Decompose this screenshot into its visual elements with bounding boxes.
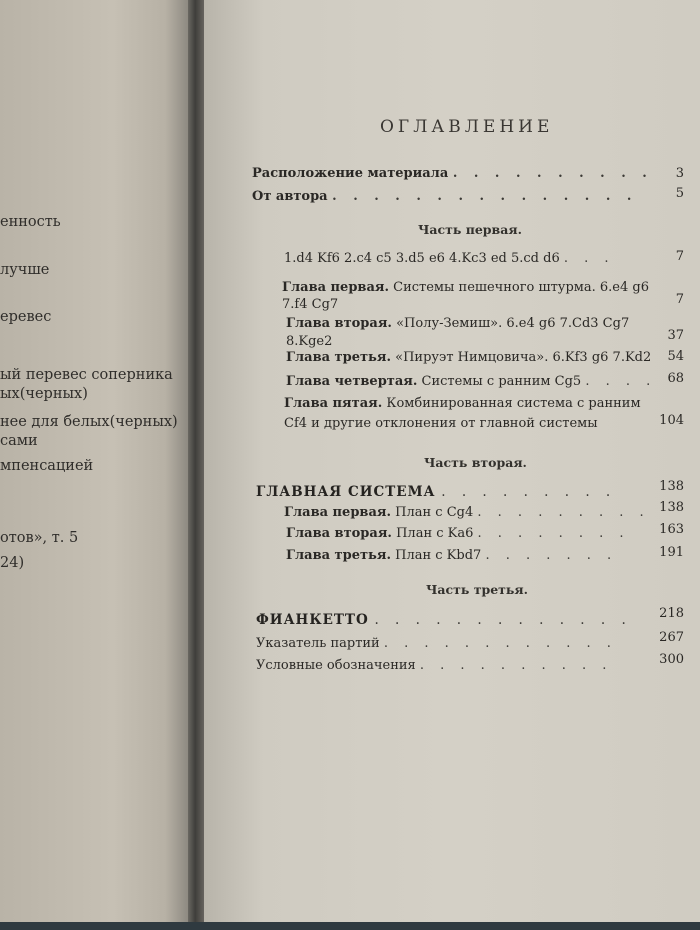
part-heading: Часть первая. — [418, 222, 522, 237]
page-number: 7 — [675, 249, 684, 264]
entry-label: От автора — [252, 189, 328, 204]
chapter-label: Глава третья. — [286, 548, 391, 563]
left-fragment: сами — [0, 433, 38, 449]
left-fragment: лучше — [0, 262, 50, 278]
entry-label: «Полу-Земиш». 6.e4 g6 7.Cd3 Cg7 — [396, 316, 630, 331]
chapter-label: Глава третья. — [286, 350, 391, 365]
chapter-label: Глава вторая. — [286, 526, 392, 541]
leader-dots: . . . . . . . . . . . . — [383, 636, 617, 651]
toc-entry-continued: 8.Kge2 — [286, 334, 333, 349]
toc-entry-continued: Cf4 и другие отклонения от главной системы — [284, 416, 598, 431]
left-fragment: мпенсацией — [0, 458, 94, 474]
chapter-label: Глава четвертая. — [286, 374, 418, 389]
leader-dots: . . . . . . . . . . — [452, 166, 653, 181]
page-number: 104 — [659, 413, 684, 428]
left-fragment: отов», т. 5 — [0, 530, 79, 546]
toc-entry — [252, 189, 637, 204]
entry-label: Расположение материала — [252, 166, 449, 181]
page-number: 3 — [675, 166, 684, 181]
page-number: 300 — [659, 652, 684, 667]
left-fragment: нее для белых(черных) — [0, 414, 178, 430]
section-label: ФИАНКЕТТО — [256, 612, 369, 628]
chapter-label: Глава первая. — [284, 505, 392, 520]
toc-entry — [286, 374, 656, 389]
toc-entry — [286, 526, 630, 541]
entry-label: 1.d4 Kf6 2.c4 c5 3.d5 e6 4.Kc3 ed 5.cd d6 — [284, 251, 560, 266]
leader-dots: . . . . . . . — [485, 548, 618, 563]
leader-dots: . . . . . . . . . . . . . . . — [332, 189, 638, 204]
toc-entry — [256, 658, 612, 673]
toc-entry — [286, 548, 617, 563]
page-number: 54 — [667, 349, 684, 364]
left-fragment: ых(черных) — [0, 386, 88, 402]
entry-label: План с Ka6 — [396, 526, 474, 541]
toc-entry — [286, 350, 651, 365]
entry-label: План с Cg4 — [395, 505, 474, 520]
entry-label: «Пируэт Нимцовича». 6.Kf3 g6 7.Kd2 — [395, 350, 652, 365]
entry-label: Системы пешечного штурма. 6.e4 g6 — [393, 280, 649, 295]
left-fragment: енность — [0, 214, 61, 230]
page-number: 191 — [659, 545, 684, 560]
leader-dots: . . . . . . . . . . — [419, 658, 613, 673]
part-heading: Часть вторая. — [424, 455, 527, 470]
toc-entry — [286, 316, 629, 331]
chapter-label: Глава вторая. — [286, 316, 392, 331]
page-number: 138 — [659, 500, 684, 515]
page-title: ОГЛАВЛЕНИЕ — [380, 117, 554, 137]
leader-dots: . . . . . . . . — [477, 526, 630, 541]
section-heading — [256, 484, 616, 500]
contents-page — [204, 0, 700, 930]
section-label: ГЛАВНАЯ СИСТЕМА — [256, 484, 436, 500]
leader-dots: . . . . . . . . . — [441, 484, 617, 500]
toc-entry — [282, 280, 649, 295]
page-number: 7 — [675, 292, 684, 307]
page-number: 138 — [659, 479, 684, 494]
left-fragment: ый перевес соперника — [0, 367, 173, 383]
page-number: 68 — [667, 371, 684, 386]
leader-dots: . . . . — [585, 374, 657, 389]
toc-entry — [284, 251, 615, 266]
entry-label: Комбинированная система с ранним — [386, 396, 641, 411]
left-fragment: еревес — [0, 309, 52, 325]
leader-dots: . . . . . . . . . — [477, 505, 650, 520]
toc-entry — [284, 396, 641, 411]
toc-entry — [284, 505, 650, 520]
leader-dots: . . . . . . . . . . . . . — [374, 612, 632, 628]
part-heading: Часть третья. — [426, 582, 528, 597]
leader-dots: . . . — [563, 251, 615, 266]
entry-label: Указатель партий — [256, 636, 380, 651]
left-page — [0, 0, 188, 930]
chapter-label: Глава пятая. — [284, 396, 383, 411]
entry-label: Системы с ранним Cg5 — [421, 374, 582, 389]
toc-entry — [252, 166, 653, 181]
toc-entry-continued: 7.f4 Cg7 — [282, 297, 339, 312]
page-number: 163 — [659, 522, 684, 537]
chapter-label: Глава первая. — [282, 280, 390, 295]
section-heading — [256, 612, 632, 628]
page-number: 5 — [675, 186, 684, 201]
toc-entry — [256, 636, 617, 651]
left-fragment: 24) — [0, 555, 25, 571]
entry-label: Условные обозначения — [256, 658, 416, 673]
page-number: 218 — [659, 606, 684, 621]
entry-label: План с Kbd7 — [395, 548, 482, 563]
table-surface — [0, 922, 700, 930]
page-number: 267 — [659, 630, 684, 645]
page-number: 37 — [667, 328, 684, 343]
